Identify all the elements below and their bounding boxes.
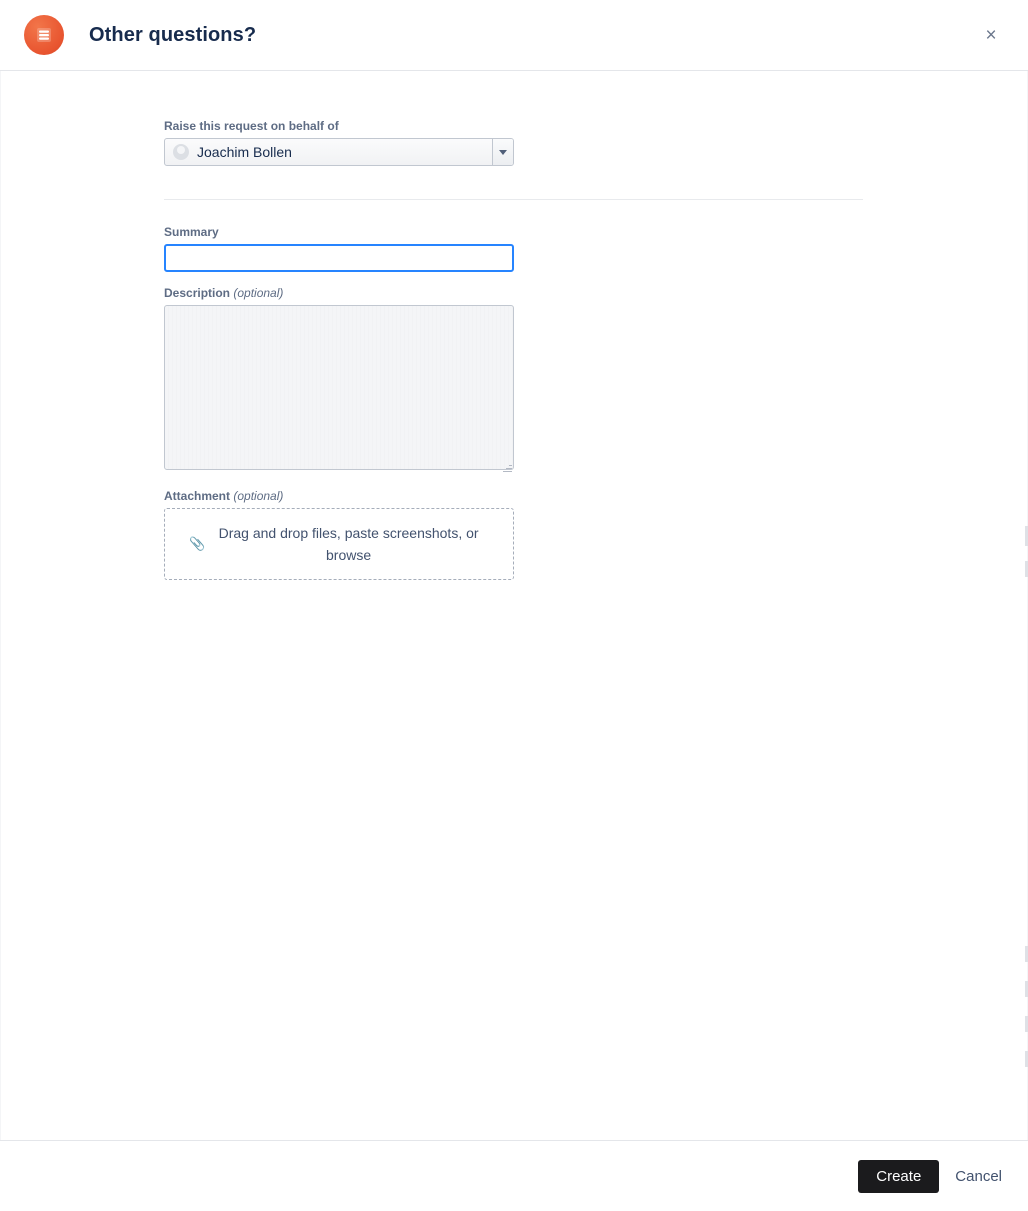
page-title: Other questions? — [89, 23, 257, 46]
field-attachment — [164, 489, 1028, 580]
description-optional-text: (optional) — [233, 286, 284, 300]
chevron-down-icon[interactable] — [492, 139, 513, 165]
dialog-footer — [0, 1140, 1028, 1211]
summary-label: Summary — [164, 225, 219, 239]
request-type-icon — [24, 15, 64, 55]
paperclip-icon: 📎 — [189, 536, 206, 551]
close-icon[interactable]: × — [978, 22, 1004, 48]
attachment-dropzone-text: Drag and drop files, paste screenshots, or browse — [218, 525, 479, 563]
description-textarea[interactable] — [164, 305, 514, 470]
description-wrap — [164, 305, 514, 475]
attachment-optional-text: (optional) — [233, 489, 284, 503]
behalf-of-label: Raise this request on behalf of — [164, 119, 339, 133]
dialog-header — [0, 0, 1028, 71]
field-summary — [164, 225, 1028, 272]
description-label — [164, 286, 1028, 300]
section-divider — [164, 199, 863, 200]
attachment-dropzone[interactable] — [164, 508, 514, 580]
user-avatar-icon — [173, 144, 189, 160]
create-button[interactable]: Create — [858, 1160, 939, 1193]
request-form — [0, 71, 1028, 580]
behalf-of-picker[interactable] — [164, 138, 514, 166]
behalf-of-value: Joachim Bollen — [197, 144, 292, 160]
attachment-label-text: Attachment — [164, 489, 231, 503]
attachment-label — [164, 489, 1028, 503]
cancel-button[interactable]: Cancel — [953, 1162, 1004, 1191]
summary-input[interactable] — [164, 244, 514, 272]
field-behalf-of — [164, 119, 1028, 166]
dialog-body — [0, 71, 1028, 1140]
description-label-text: Description — [164, 286, 231, 300]
field-description — [164, 286, 1028, 475]
